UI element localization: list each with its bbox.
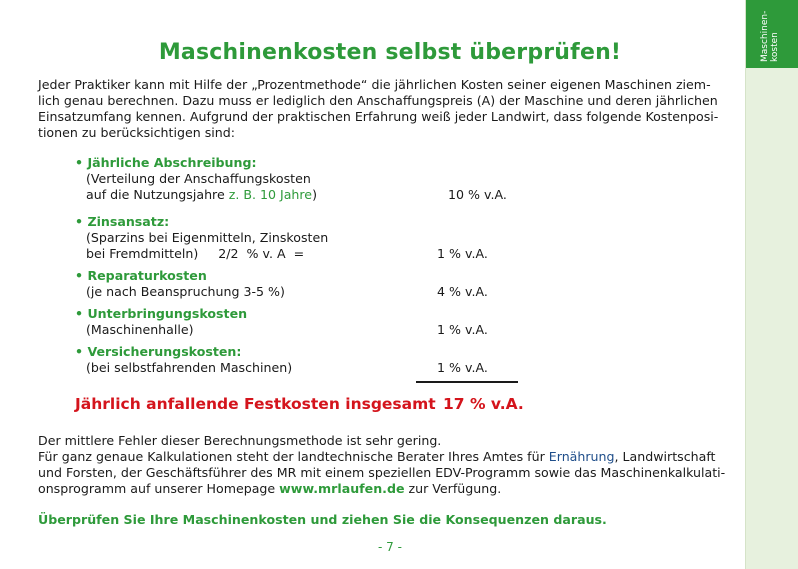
total-label: Jährlich anfallende Festkosten insgesamt xyxy=(75,395,436,413)
cost-item-heading: • Reparaturkosten xyxy=(75,268,207,283)
call-to-action: Überprüfen Sie Ihre Maschinenkosten und ziehen Sie die Konsequenzen daraus. xyxy=(38,512,607,527)
cost-item-repair xyxy=(75,268,545,300)
intro-line: Einsatzumfang kennen. Aufgrund der praktischen Erfahrung weiß jeder Landwirt, dass folgende Kostenposi- xyxy=(38,109,719,124)
cost-item-note: auf die Nutzungsjahre z. B. 10 Jahre) 10 % v.A. xyxy=(86,187,507,202)
homepage-link[interactable]: www.mrlaufen.de xyxy=(279,481,405,496)
cost-item-note: (bei selbstfahrenden Maschinen) 1 % v.A. xyxy=(86,360,488,375)
outro-line: Der mittlere Fehler dieser Berechnungsmethode ist sehr gering. xyxy=(38,433,442,448)
cost-item-note: (Maschinenhalle) 1 % v.A. xyxy=(86,322,488,337)
outro-paragraph xyxy=(38,433,738,497)
cost-item-value: 1 % v.A. xyxy=(437,246,488,261)
cost-item-note: (je nach Beanspruchung 3-5 %) 4 % v.A. xyxy=(86,284,488,299)
page-number: - 7 - xyxy=(378,540,402,554)
page-title: Maschinenkosten selbst überprüfen! xyxy=(158,40,622,65)
outro-line: onsprogramm auf unserer Homepage www.mrlaufen.de zur Verfügung. xyxy=(38,481,502,496)
cost-item-highlight: z. B. 10 Jahre xyxy=(228,187,313,202)
cost-item-insurance xyxy=(75,344,545,376)
tab-label-line-2: kosten xyxy=(770,32,780,62)
cost-item-housing xyxy=(75,306,545,338)
intro-line: lich genau berechnen. Dazu muss er lediglich den Anschaffungspreis (A) der Maschine und deren jährlichen xyxy=(38,93,718,108)
cost-item-note: (Verteilung der Anschaffungskosten xyxy=(86,171,311,186)
intro-line: Jeder Praktiker kann mit Hilfe der „Prozentmethode“ die jährlichen Kosten seiner eigenen Maschinen ziem- xyxy=(38,77,711,92)
cost-item-heading: • Unterbringungskosten xyxy=(75,306,248,321)
tab-label-line-1: Maschinen- xyxy=(760,10,770,62)
cost-item-heading: • Zinsansatz: xyxy=(75,214,170,229)
cost-item-depreciation xyxy=(75,155,545,203)
cost-item-interest xyxy=(75,214,545,262)
ministry-term: Ernährung xyxy=(548,449,615,464)
cost-items-list xyxy=(75,155,545,376)
cost-item-note: (Sparzins bei Eigenmitteln, Zinskosten xyxy=(86,230,329,245)
cost-item-heading: • Versicherungskosten: xyxy=(75,344,242,359)
total-value: 17 % v.A. xyxy=(443,395,524,413)
cost-item-heading: • Jährliche Abschreibung: xyxy=(75,155,257,170)
sidebar xyxy=(745,0,798,569)
outro-line: und Forsten, der Geschäftsführer des MR mit einem speziellen EDV-Programm sowie das Maschinenkalkulati- xyxy=(38,465,726,480)
intro-paragraph xyxy=(38,77,728,141)
cost-item-value: 1 % v.A. xyxy=(437,322,488,337)
cost-item-value: 10 % v.A. xyxy=(448,187,507,202)
intro-line: tionen zu berücksichtigen sind: xyxy=(38,125,235,140)
outro-line: Für ganz genaue Kalkulationen steht der landtechnische Berater Ihres Amtes für Ernährung, Landwirtschaft xyxy=(38,449,716,464)
cost-item-note: bei Fremdmitteln) 2/2 % v. A = 1 % v.A. xyxy=(86,246,488,261)
cost-item-value: 4 % v.A. xyxy=(437,284,488,299)
sum-divider xyxy=(416,381,518,383)
cost-item-value: 1 % v.A. xyxy=(437,360,488,375)
